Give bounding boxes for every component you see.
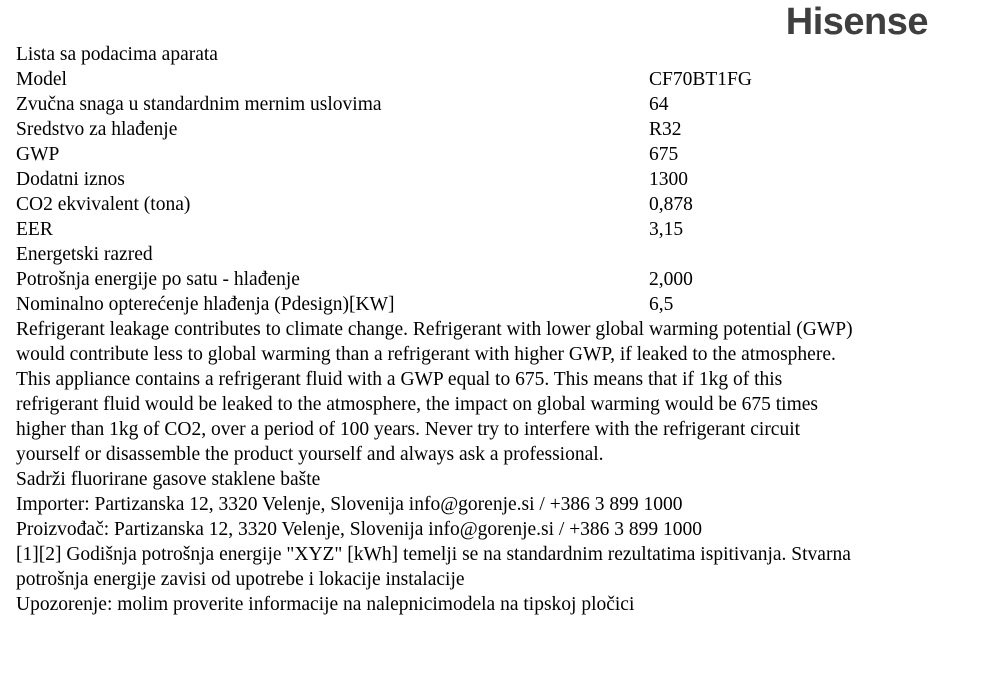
spec-label: Nominalno opterećenje hlađenja (Pdesign)[KW] [16, 294, 395, 315]
refrigerant-note-line: higher than 1kg of CO2, over a period of 100 years. Never try to interfere with the refrigerant circuit [16, 419, 801, 440]
spec-row [16, 217, 976, 242]
spec-value: 3,15 [649, 219, 684, 240]
spec-value: 64 [649, 94, 669, 115]
spec-label: Sredstvo za hlađenje [16, 119, 178, 140]
spec-value: R32 [649, 119, 682, 140]
refrigerant-note-line: refrigerant fluid would be leaked to the atmosphere, the impact on global warming would be 675 times [16, 394, 818, 415]
rating-plate-warning: Upozorenje: molim proverite informacije na nalepnicimodela na tipskoj pločici [16, 594, 635, 615]
spec-value: 0,878 [649, 194, 693, 215]
spec-row [16, 242, 976, 267]
spec-row [16, 192, 976, 217]
spec-label: Potrošnja energije po satu - hlađenje [16, 269, 300, 290]
sheet-title: Lista sa podacima aparata [16, 44, 218, 65]
refrigerant-note-line: yourself or disassemble the product yourself and always ask a professional. [16, 444, 604, 465]
spec-label: Zvučna snaga u standardnim mernim uslovima [16, 94, 382, 115]
hisense-logo: Hisense [785, 1, 928, 43]
refrigerant-note-line: Refrigerant leakage contributes to climate change. Refrigerant with lower global warming potential (GWP) [16, 319, 853, 340]
spec-table [16, 67, 976, 317]
energy-footnote [16, 542, 976, 592]
spec-label: Dodatni iznos [16, 169, 125, 190]
refrigerant-note-line: This appliance contains a refrigerant fluid with a GWP equal to 675. This means that if 1kg of this [16, 369, 783, 390]
spec-row [16, 117, 976, 142]
importer-info: Importer: Partizanska 12, 3320 Velenje, Slovenija info@gorenje.si / +386 3 899 1000 [16, 494, 683, 515]
spec-label: Model [16, 69, 67, 90]
spec-value: 1300 [649, 169, 688, 190]
spec-label: EER [16, 219, 53, 240]
manufacturer-info: Proizvođač: Partizanska 12, 3320 Velenje, Slovenija info@gorenje.si / +386 3 899 1000 [16, 519, 703, 540]
spec-label: Energetski razred [16, 244, 153, 265]
spec-row [16, 92, 976, 117]
energy-footnote-line: [1][2] Godišnja potrošnja energije "XYZ" [kWh] temelji se na standardnim rezultatima ispitivanja. Stvarna [16, 544, 851, 565]
energy-footnote-line: potrošnja energije zavisi od upotrebe i lokacije instalacije [16, 569, 465, 590]
spec-row [16, 167, 976, 192]
refrigerant-note-line: would contribute less to global warming than a refrigerant with higher GWP, if leaked to the atmosphere. [16, 344, 836, 365]
spec-value: CF70BT1FG [649, 69, 752, 90]
spec-value: 2,000 [649, 269, 693, 290]
product-data-sheet [16, 42, 976, 617]
refrigerant-note [16, 317, 976, 467]
fluorinated-gas-note: Sadrži fluorirane gasove staklene bašte [16, 469, 321, 490]
spec-row [16, 142, 976, 167]
spec-value: 675 [649, 144, 679, 165]
spec-row [16, 267, 976, 292]
spec-label: GWP [16, 144, 60, 165]
spec-row [16, 67, 976, 92]
spec-label: CO2 ekvivalent (tona) [16, 194, 191, 215]
spec-row [16, 292, 976, 317]
spec-value: 6,5 [649, 294, 674, 315]
